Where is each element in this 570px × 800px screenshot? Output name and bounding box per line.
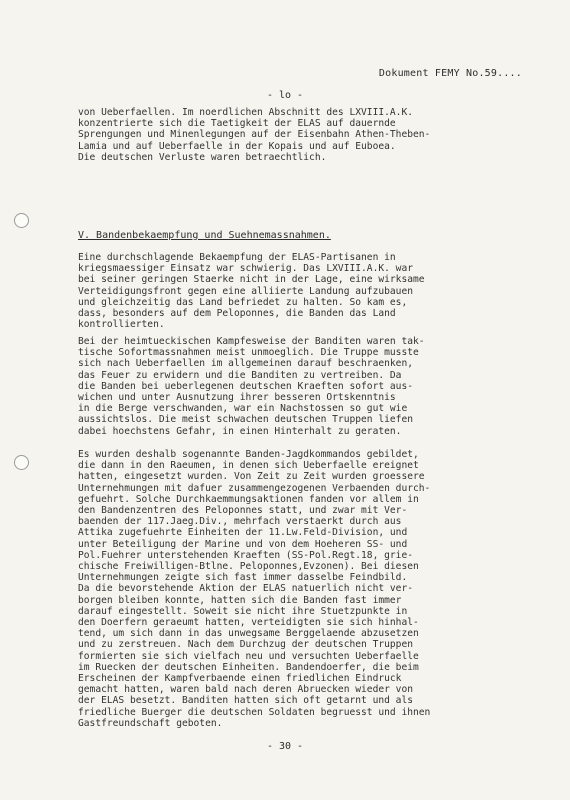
page-number-top: - lo -	[266, 90, 304, 101]
carryover-paragraph: von Ueberfaellen. Im noerdlichen Abschnitt des LXVIII.A.K. konzentrierte sich die Taetigkeit der ELAS auf dauernde Sprengungen und Minenlegungen auf der Eisenbahn Athen-Theben- Lamia und auf Ueberfaelle in der Kopais und auf Euboea. Die deutschen Verluste waren betraechtlich.	[78, 107, 431, 163]
section-heading: V. Bandenbekaempfung und Suehnemassnahmen.	[78, 230, 331, 241]
paragraph-1: Eine durchschlagende Bekaempfung der ELAS-Partisanen in kriegsmaessiger Einsatz war schwierig. Das LXVIII.A.K. war bei seiner geringen Staerke nicht in der Lage, eine wirksame Verteidigungsfront gegen eine alliierte Landung aufzubauen und gleichzeitig das Land befriedet zu halten. So kam es, dass, besonders auf dem Peloponnes, die Banden das Land kontrollierten.	[78, 252, 425, 331]
punch-hole-icon	[14, 213, 29, 228]
document-reference: Dokument FEMY No.59....	[378, 68, 522, 79]
paragraph-2: Bei der heimtueckischen Kampfesweise der Banditen waren tak- tische Sofortmassnahmen meist unmoeglich. Die Truppe musste sich nach Ueberfaellen im allgemeinen darauf beschraenken, das Feuer zu erwidern und die Banditen zu vertreiben. Da die Banden bei ueberlegenen deutschen Kraeften sofort aus- wichen und unter Ausnutzung ihrer besseren Ortskenntnis in die Berge verschwanden, war ein Nachstossen so gut wie aussichtslos. Die meist schwachen deutschen Truppen liefen dabei hoechstens Gefahr, in einen Hinterhalt zu geraten.	[78, 336, 425, 437]
paragraph-3: Es wurden deshalb sogenannte Banden-Jagdkommandos gebildet, die dann in den Raeumen, in denen sich Ueberfaelle ereignet hatten, eingesetzt wurden. Von Zeit zu Zeit wurden groessere Unternehmungen mit dafuer zusammengezogenen Verbaenden durch- gefuehrt. Solche Durchkaemmungsaktionen fanden vor allem in den Bandenzentren des Peloponnes statt, und zwar mit Ver- baenden der 117.Jaeg.Div., mehrfach verstaerkt durch aus Attika zugefuehrte Einheiten der 11.Lw.Feld-Division, und unter Beteiligung der Marine und von dem Hoeheren SS- und Pol.Fuehrer unterstehenden Kraeften (SS-Pol.Regt.18, grie- chische Freiwilligen-Btlne. Peloponnes,Evzonen). Bei diesen Unternehmungen zeigte sich fast immer dasselbe Feindbild. Da die bevorstehende Aktion der ELAS natuerlich nicht ver- borgen bleiben konnte, hatten sich die Banden fast immer darauf eingestellt. Soweit sie nicht ihre Stuetzpunkte in den Doerfern geraeumt hatten, verteidigten sie sich hinhal- tend, um sich dann in das unwegsame Berggelaende abzusetzen und zu zerstreuen. Nach dem Durchzug der deutschen Truppen formierten sie sich vielfach neu und versuchten Ueberfaelle im Ruecken der deutschen Einheiten. Bandendoerfer, die beim Erscheinen der Kampfverbaende einen friedlichen Eindruck gemacht hatten, waren bald nach deren Abruecken wieder von der ELAS besetzt. Banditen hatten sich oft getarnt und als friedliche Buerger die deutschen Soldaten begruesst und ihnen Gastfreundschaft geboten.	[78, 449, 431, 729]
page-number-bottom: - 30 -	[266, 741, 304, 752]
punch-hole-icon	[14, 455, 29, 470]
